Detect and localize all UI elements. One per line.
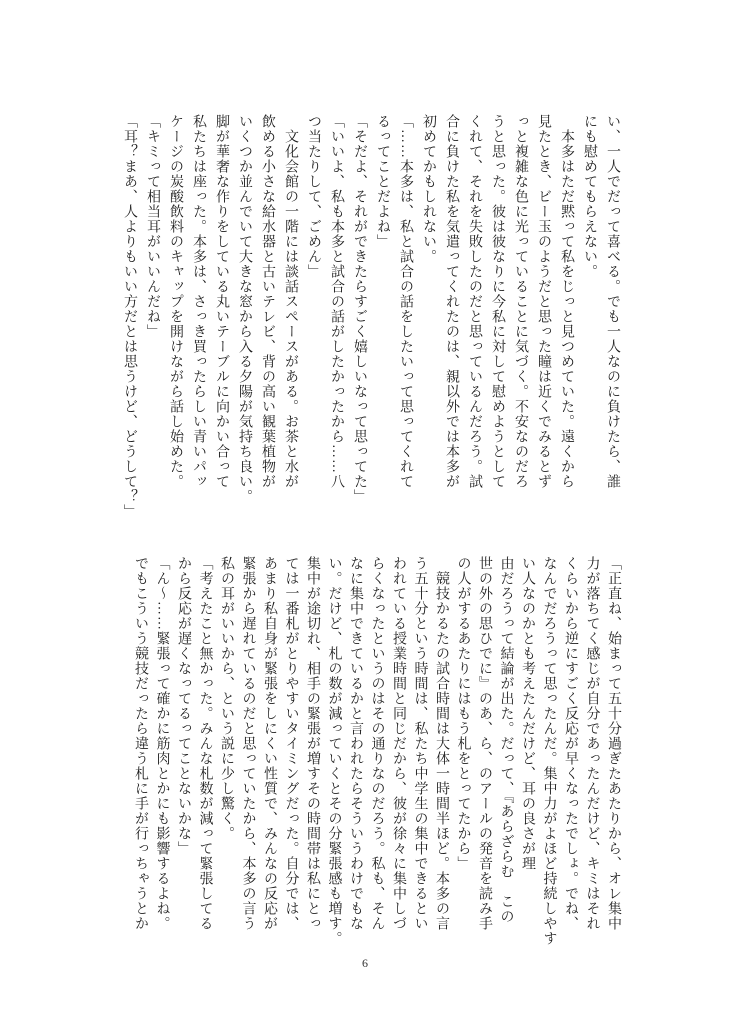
- text-column: 「そだよ、それができたらすごく嬉しいなって思ってた」: [352, 114, 367, 504]
- text-column: 「いいよ、私も本多と試合の話がしたかったから……八: [329, 114, 344, 489]
- text-column: 緊張から遅れているのだと思っていたから、本多の言う: [240, 556, 256, 931]
- text-column: るってことだよね」: [375, 114, 390, 249]
- text-column: から反応が遅くなってるってことないかな」: [176, 556, 191, 856]
- text-column: 「キミって相当耳がいいんだね」: [145, 114, 160, 339]
- page-number: 6: [362, 956, 368, 970]
- text-column: 「考えたこと無かった。みんな札数が減って緊張してる: [197, 556, 213, 931]
- text-column: 力が落ちてく感じが自分であったんだけど、キミはそれ: [584, 556, 600, 931]
- text-column: なんでだろうって思ったんだ。集中力がよほど持続しやす: [541, 556, 557, 946]
- text-column: 由だろうって結論が出た。だって、『あらざらむ この: [498, 556, 514, 924]
- text-column: い。だけど、札の数が減っていくとその分緊張感も増す。: [326, 556, 342, 946]
- text-column: 集中が途切れ、相手の緊張が増すその時間帯は私にとっ: [305, 556, 320, 931]
- text-column: にも慰めてもらえない。: [582, 114, 597, 279]
- text-column: われている授業時間と同じだから、彼が徐々に集中しづ: [391, 556, 406, 931]
- text-column: の人がするあたりにはもう札をとってたから」: [455, 556, 471, 871]
- text-column: ケージの炭酸飲料のキャップを開けながら話し始めた。: [168, 114, 183, 489]
- text-column: うと思った。彼は彼なりに今私に対して慰めようとして: [490, 114, 505, 489]
- text-column: くらいから逆にすごく反応が早くなったでしょ。でね、: [563, 556, 578, 931]
- text-column: う五十分という時間は、私たち中学生の集中できるとい: [412, 556, 428, 931]
- text-column: 合に負けた私を気遣ってくれたのは、親以外では本多が: [444, 114, 459, 489]
- text-column: っと複雑な色に光っていることに気づく。不安なのだろ: [513, 114, 528, 489]
- text-column: 競技かるたの試合時間は大体一時間半ほど。本多の言: [434, 556, 449, 931]
- text-column: 飲める小さな給水器と古いテレビ、背の高い観葉植物が: [260, 114, 275, 489]
- text-column: でもこういう競技だったら違う札に手が行っちゃうとか: [133, 556, 148, 931]
- text-column: 見たとき、ビー玉のようだと思った瞳は近くでみるとず: [536, 114, 551, 489]
- upper-text-block: [118, 114, 624, 528]
- text-column: 私の耳がいいから、という説に少し驚く。: [219, 556, 234, 841]
- text-column: 本多はただ黙って私をじっと見つめていた。遠くから: [559, 114, 574, 489]
- text-column: つ当たりして、ごめん」: [306, 114, 321, 279]
- text-column: 文化会館の一階には談話スペースがある。お茶と水が: [283, 114, 298, 489]
- text-column: なに集中できているかと言われたらそういうわけでもな: [348, 556, 363, 931]
- text-column: 「正直ね、始まって五十分過ぎたあたりから、オレ集中: [606, 556, 621, 931]
- text-column: 「ん〜……緊張って確かに筋肉とかにも影響するよね。: [154, 556, 170, 931]
- text-column: くれて、それを失敗したのだと思っているんだろう。試: [467, 114, 482, 489]
- text-column: らくなったというのはその通りなのだろう。私も、そん: [369, 556, 385, 931]
- text-column: 初めてかもしれない。: [421, 114, 436, 264]
- text-column: あまり私自身が緊張をしにくい性質で、みんなの反応が: [262, 556, 277, 931]
- text-column: いくつか並んでいて大きな窓から入る夕陽が気持ち良い。: [237, 114, 252, 504]
- text-column: 「……本多は、私と試合の話をしたいって思ってくれて: [398, 114, 413, 489]
- lower-text-block: [130, 556, 625, 954]
- text-column: 脚が華奢な作りをしている丸いテーブルに向かい合って: [214, 114, 229, 489]
- text-column: ては一番札がとりやすいタイミングだった。自分では、: [283, 556, 299, 931]
- text-column: い、一人でだって喜べる。でも一人なのに負けたら、誰: [605, 114, 620, 489]
- text-column: 「耳？まあ、人よりもいい方だとは思うけど、どうして？」: [122, 114, 137, 519]
- text-column: い人なのかとも考えたんだけど、耳の良さが理: [520, 556, 535, 871]
- text-column: 世の外の思ひでに』のあ、ら、のアールの発音を読み手: [477, 556, 492, 931]
- text-column: 私たちは座った。本多は、さっき買ったらしい青いパッ: [191, 114, 206, 489]
